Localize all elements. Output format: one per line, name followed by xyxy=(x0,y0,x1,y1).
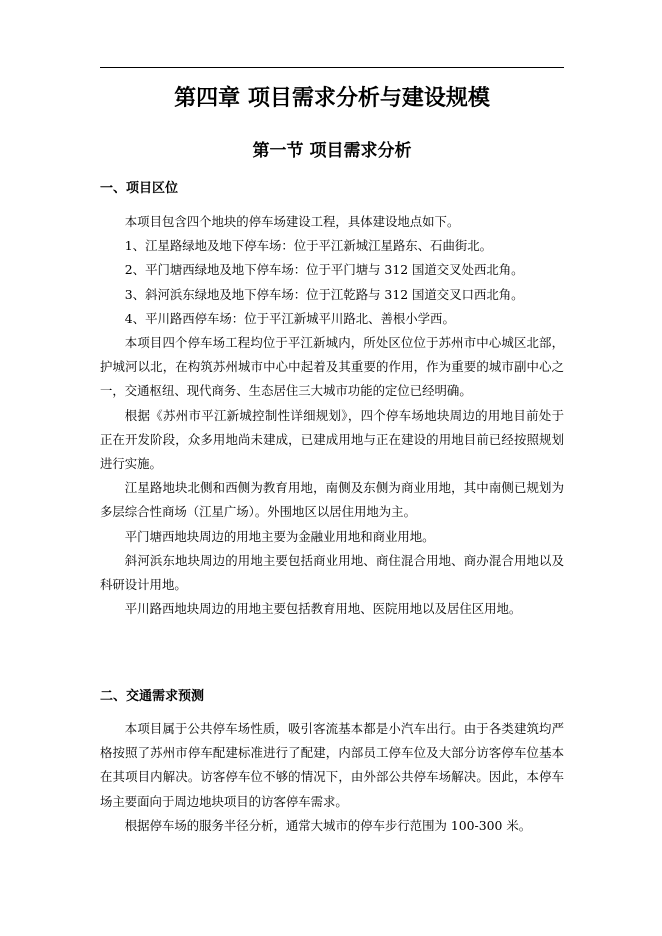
paragraph: 本项目属于公共停车场性质，吸引客流基本都是小汽车出行。由于各类建筑均严格按照了苏州市停车配建标准进行了配建，内部员工停车位及大部分访客停车位基本在其项目内解决。访客停车位不够的情况下，由外部公共停车场解决。因此，本停车场主要面向于周边地块项目的访客停车需求。 xyxy=(100,721,564,809)
paragraph: 根据停车场的服务半径分析，通常大城市的停车步行范围为 100-300 米。 xyxy=(124,817,532,833)
traffic-demand-body xyxy=(100,717,564,838)
paragraph: 平川路西地块周边的用地主要包括教育用地、医院用地以及居住区用地。 xyxy=(124,601,522,617)
list-item: 2、平门塘西绿地及地下停车场：位于平门塘与 312 国道交叉处西北角。 xyxy=(124,262,524,278)
paragraph: 根据《苏州市平江新城控制性详细规划》，四个停车场地块周边的用地目前处于正在开发阶段，众多用地尚未建成，已建成用地与正在建设的用地目前已经按照规划进行实施。 xyxy=(100,407,564,472)
paragraph: 本项目四个停车场工程均位于平江新城内，所处区位位于苏州市中心城区北部，护城河以北，在构筑苏州城市中心中起着及其重要的作用，作为重要的城市副中心之一，交通枢纽、现代商务、生态居住三大城市功能的定位已经明确。 xyxy=(100,335,564,399)
chapter-title: 第四章 项目需求分析与建设规模 xyxy=(174,86,490,111)
paragraph: 本项目包含四个地块的停车场建设工程，具体建设地点如下。 xyxy=(124,214,460,229)
heading-traffic-demand: 二、交通需求预测 xyxy=(100,689,205,704)
list-item: 1、江星路绿地及地下停车场：位于平江新城江星路东、石曲街北。 xyxy=(124,238,493,254)
header-rule xyxy=(100,67,564,68)
paragraph: 平门塘西地块周边的用地主要为金融业用地和商业用地。 xyxy=(124,528,435,544)
project-location-body xyxy=(100,210,564,621)
paragraph: 斜河浜东地块周边的用地主要包括商业用地、商住混合用地、商办混合用地以及科研设计用地。 xyxy=(100,552,564,593)
list-item: 4、平川路西停车场：位于平江新城平川路北、善根小学西。 xyxy=(124,310,455,326)
heading-project-location: 一、项目区位 xyxy=(100,181,179,196)
list-item: 3、斜河浜东绿地及地下停车场：位于江乾路与 312 国道交叉口西北角。 xyxy=(124,286,524,302)
paragraph: 江星路地块北侧和西侧为教育用地，南侧及东侧为商业用地，其中南侧已规划为多层综合性商场（江星广场）。外围地区以居住用地为主。 xyxy=(100,480,564,520)
section-title: 第一节 项目需求分析 xyxy=(252,141,412,161)
